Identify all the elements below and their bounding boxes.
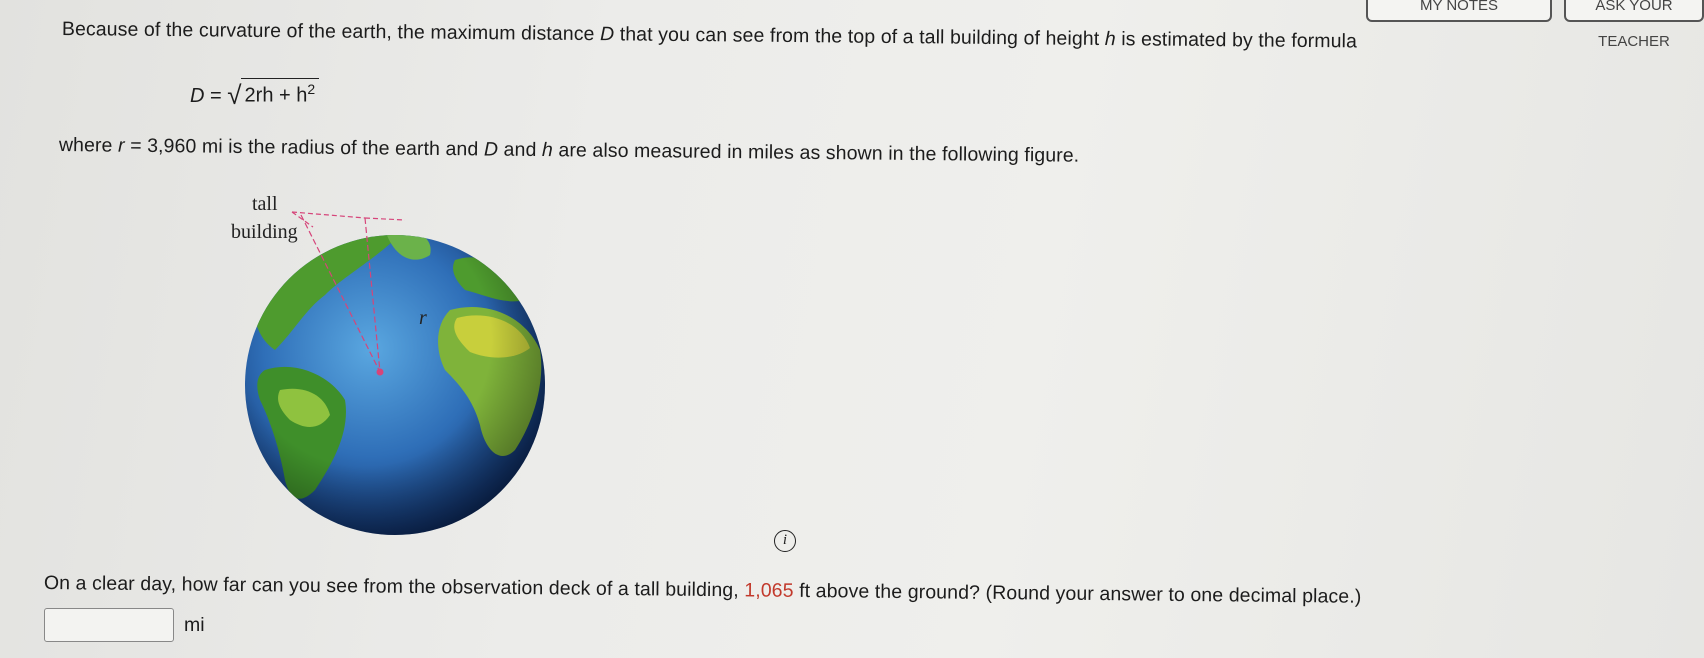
label-tall: tall — [252, 193, 278, 215]
formula-equals: = — [210, 85, 222, 107]
intro-text-3: is estimated by the formula — [1115, 28, 1358, 53]
where-text-4: are also measured in miles as shown in the following figure. — [552, 139, 1080, 167]
intro-text-1: Because of the curvature of the earth, the maximum distance — [61, 18, 601, 46]
answer-unit: mi — [184, 614, 205, 636]
square-root-icon: √ — [227, 80, 242, 110]
label-building: building — [231, 221, 298, 243]
variable-h-2: h — [541, 139, 554, 162]
distance-formula — [190, 78, 319, 109]
variable-h: h — [1104, 28, 1116, 51]
label-radius: r — [419, 307, 427, 329]
problem-where — [59, 134, 1080, 168]
ask-your-teacher-button[interactable]: ASK YOUR TEACHER — [1564, 0, 1704, 22]
formula-exponent: 2 — [307, 81, 316, 98]
where-text-2: = 3,960 mi is the radius of the earth and — [124, 134, 485, 161]
info-icon[interactable]: i — [774, 530, 796, 552]
variable-D: D — [599, 23, 615, 46]
question-text — [44, 572, 1362, 609]
where-text-3: and — [497, 138, 543, 162]
where-text-1: where — [58, 134, 119, 157]
earth-globe — [245, 229, 545, 535]
problem-intro — [62, 18, 1357, 53]
question-text-1: On a clear day, how far can you see from the observation deck of a tall building, — [43, 572, 745, 602]
my-notes-button[interactable]: MY NOTES — [1366, 0, 1552, 22]
question-text-2: ft above the ground? (Round your answer to one decimal place.) — [793, 579, 1362, 608]
intro-text-2: that you can see from the top of a tall building of height — [614, 23, 1105, 51]
formula-lhs: D — [190, 85, 205, 107]
formula-radicand — [241, 78, 320, 108]
earth-figure — [235, 200, 565, 540]
building-height-value: 1,065 — [744, 579, 794, 602]
answer-input[interactable] — [44, 608, 174, 642]
radicand-text: 2rh + h — [244, 85, 308, 107]
earth-center-dot — [377, 369, 384, 376]
variable-D-2: D — [483, 138, 499, 161]
variable-r: r — [117, 134, 125, 157]
